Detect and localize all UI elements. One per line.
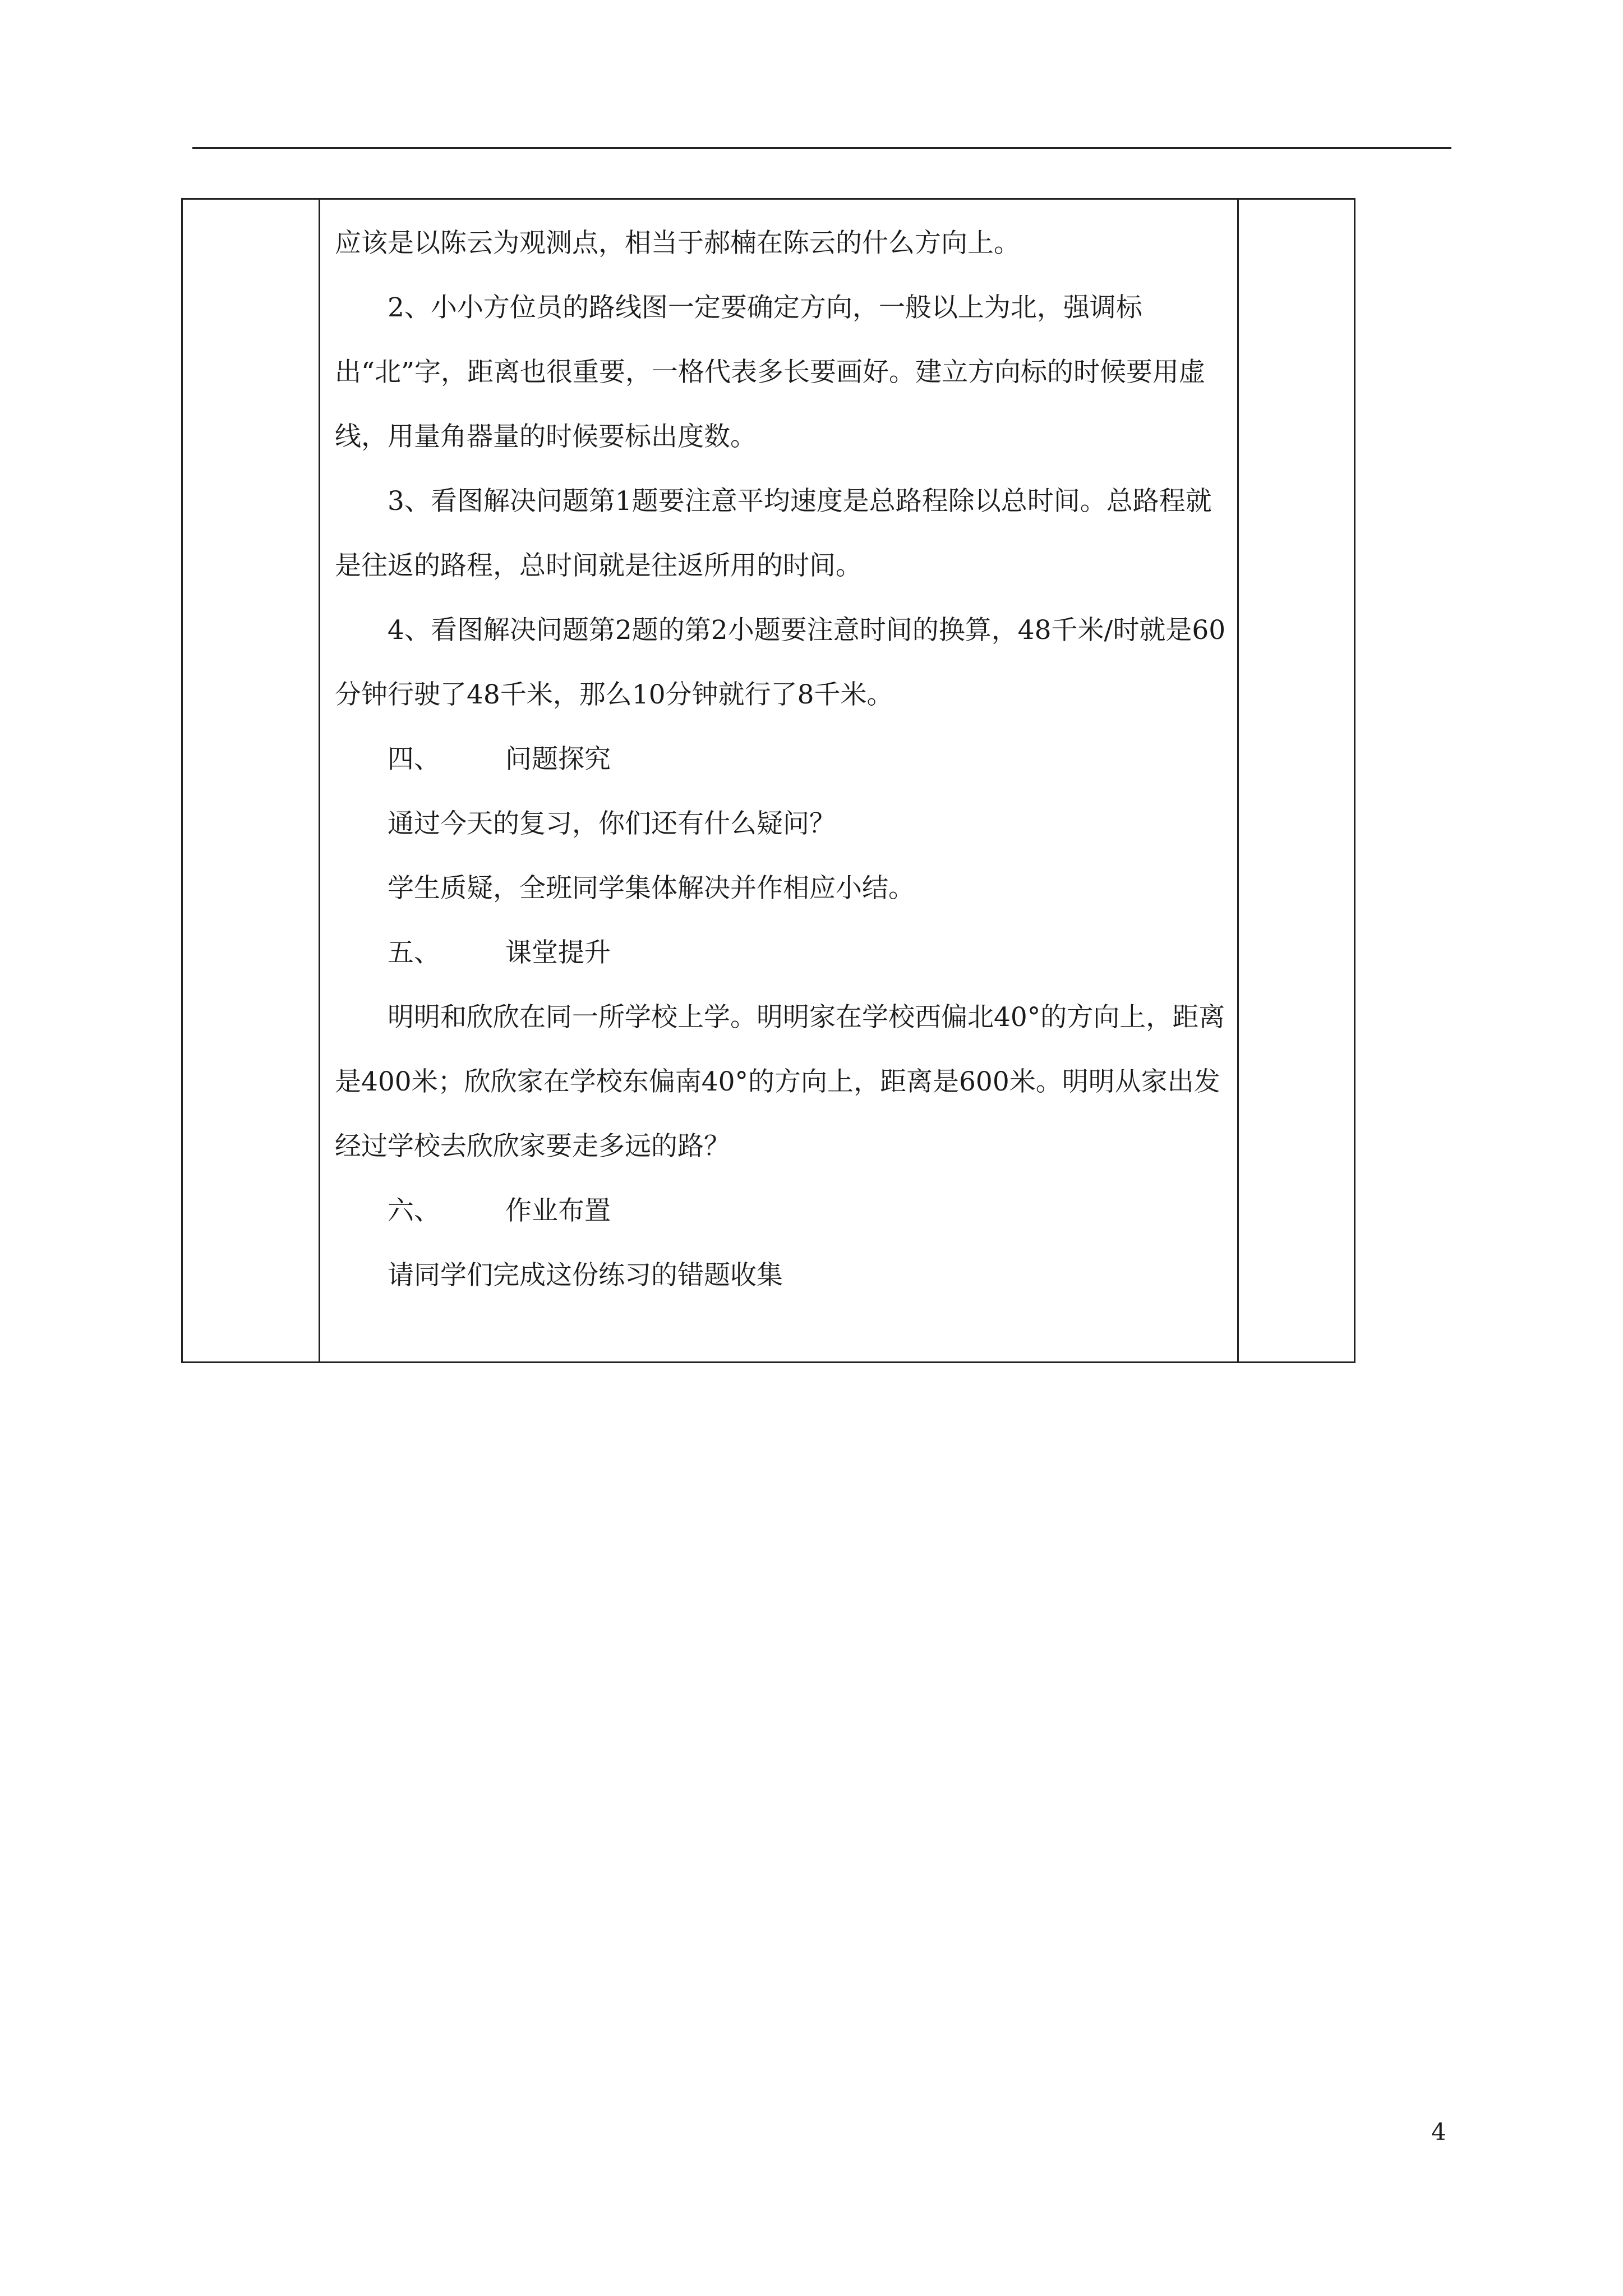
section-title: 课堂提升 [505,937,611,968]
section-number: 四、 [388,744,440,775]
table-content-column [320,200,1239,1361]
table-left-column [183,200,320,1361]
section-number: 五、 [388,937,440,968]
paragraph-practice-problem: 明明和欣欣在同一所学校上学。明明家在学校西偏北40°的方向上，距离是400米；欣欣家在学校东偏南40°的方向上，距离是600米。明明从家出发经过学校去欣欣家要走多远的路？ [335,1002,1225,1162]
section-heading-improvement [335,921,1229,985]
section-title: 作业布置 [505,1195,611,1226]
lesson-plan-table [181,198,1355,1363]
paragraph-average-speed: 3、看图解决问题第1题要注意平均速度是总路程除以总时间。总路程就是往返的路程，总时间就是往返所用的时间。 [335,486,1212,581]
section-number: 六、 [388,1195,440,1226]
paragraph-time-conversion: 4、看图解决问题第2题的第2小题要注意时间的换算，48千米/时就是60分钟行驶了48千米，那么10分钟就行了8千米。 [335,615,1226,710]
paragraph-questions: 通过今天的复习，你们还有什么疑问？ [388,808,836,839]
paragraph-homework: 请同学们完成这份练习的错题收集 [388,1260,783,1291]
section-title: 问题探究 [505,744,611,775]
page-number: 4 [1431,2118,1446,2146]
header-rule [192,147,1451,149]
paragraph-observation-point: 应该是以陈云为观测点，相当于郝楠在陈云的什么方向上。 [335,228,1020,259]
paragraph-route-map: 2、小小方位员的路线图一定要确定方向，一般以上为北，强调标出“北”字，距离也很重要，一格代表多长要画好。建立方向标的时候要用虚线，用量角器量的时候要标出度数。 [335,292,1206,452]
table-right-column [1239,200,1354,1361]
section-heading-homework [335,1179,1229,1243]
paragraph-student-questions: 学生质疑，全班同学集体解决并作相应小结。 [388,873,915,904]
section-heading-inquiry [335,727,1229,792]
